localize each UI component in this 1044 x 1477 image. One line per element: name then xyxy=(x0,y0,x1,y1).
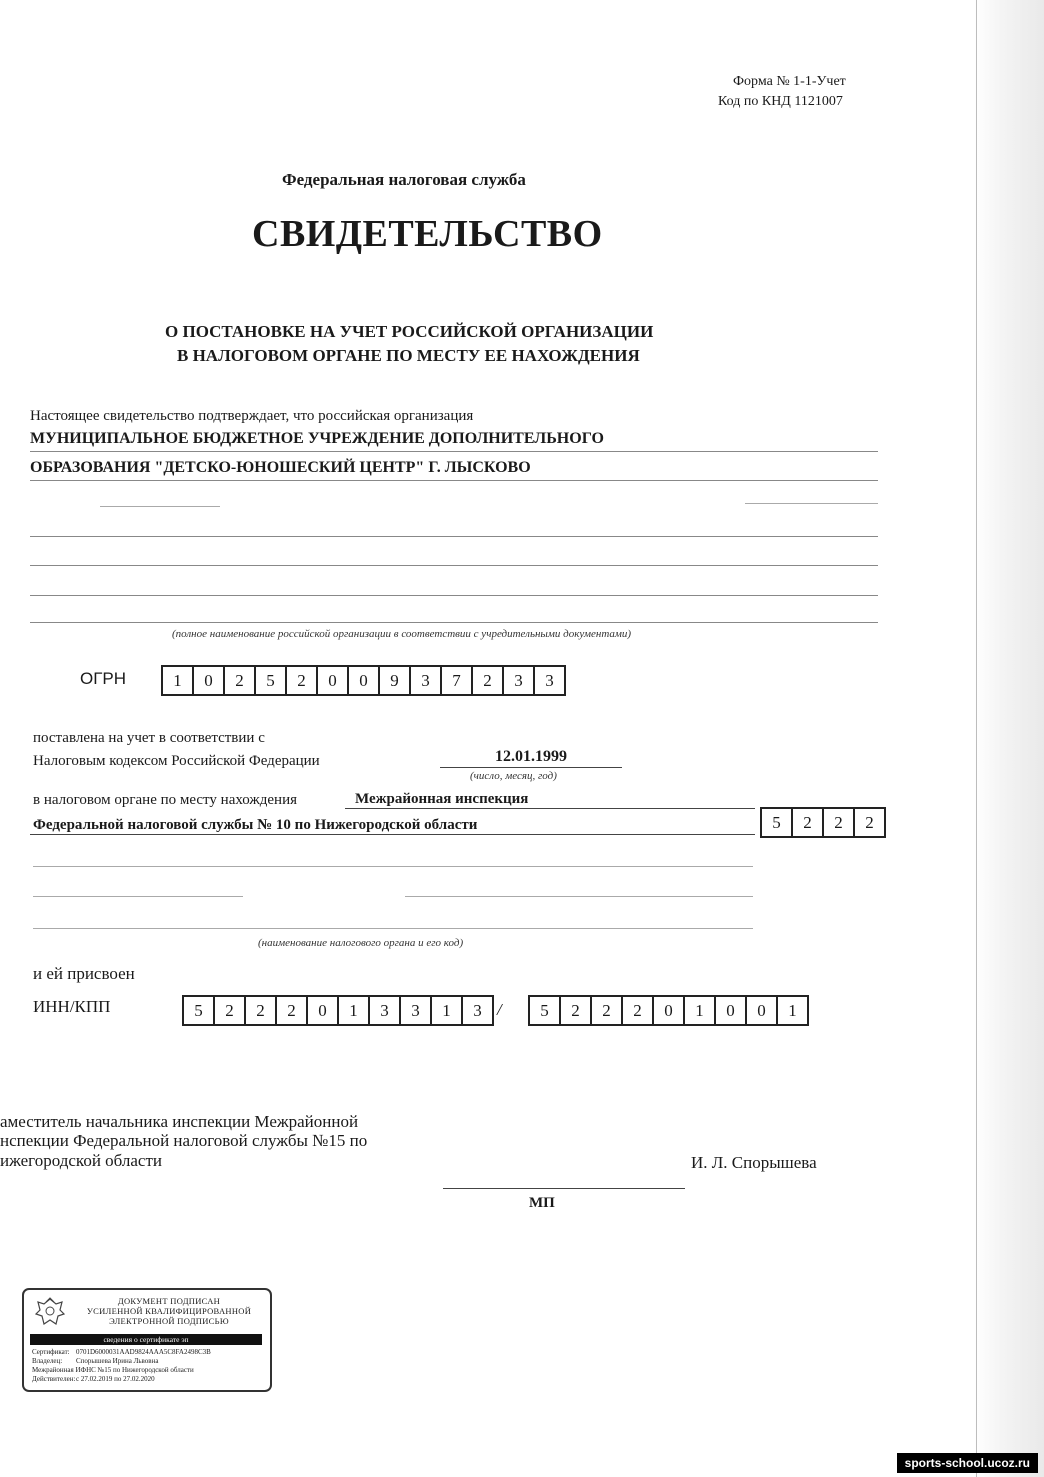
ogrn-digit: 0 xyxy=(347,665,380,696)
subtitle-line1: О ПОСТАНОВКЕ НА УЧЕТ РОССИЙСКОЙ ОРГАНИЗАЦИИ xyxy=(165,322,654,341)
intro-text: Настоящее свидетельство подтверждает, что российская организация xyxy=(30,408,474,424)
ogrn-digit: 3 xyxy=(533,665,566,696)
tax-authority-name-line1: Межрайонная инспекция xyxy=(355,791,529,807)
ogrn-digit: 7 xyxy=(440,665,473,696)
inn-digit: 5 xyxy=(182,995,215,1026)
signatory-position-line3: ижегородской области xyxy=(0,1151,162,1170)
kpp-digit: 0 xyxy=(745,995,778,1026)
page-edge-line xyxy=(976,0,977,1477)
ogrn-digit: 3 xyxy=(502,665,535,696)
e-signature-stamp xyxy=(22,1288,272,1392)
e-signature-title-line1: ДОКУМЕНТ ПОДПИСАН xyxy=(117,1296,221,1306)
e-signature-title-line2: УСИЛЕННОЙ КВАЛИФИЦИРОВАННОЙ xyxy=(86,1306,252,1316)
ogrn-digit: 2 xyxy=(223,665,256,696)
tax-authority-line4b xyxy=(405,896,753,897)
signature-line xyxy=(443,1188,685,1189)
e-signature-owner xyxy=(32,1357,158,1366)
ogrn-digit: 1 xyxy=(161,665,194,696)
agency-name: Федеральная налоговая служба xyxy=(282,170,526,189)
tax-authority-line1 xyxy=(345,808,755,809)
kpp-digit: 2 xyxy=(559,995,592,1026)
inn-kpp-label: ИНН/КПП xyxy=(33,997,111,1016)
org-line-stub-a xyxy=(100,506,220,507)
e-signature-title xyxy=(74,1296,264,1326)
tax-code-digit: 2 xyxy=(822,807,855,838)
org-line-2 xyxy=(30,480,878,481)
cert-value: 0701D6000031AAD9824AAA5C8FA2498C3B xyxy=(76,1348,211,1356)
owner-value: Спорышева Ирина Львовна xyxy=(76,1357,159,1365)
subtitle-line2: В НАЛОГОВОМ ОРГАНЕ ПО МЕСТУ ЕЕ НАХОЖДЕНИЯ xyxy=(177,346,640,365)
page-edge-shadow xyxy=(974,0,1044,1477)
knd-code: Код по КНД 1121007 xyxy=(718,94,843,109)
ogrn-digit: 3 xyxy=(409,665,442,696)
watermark: sports-school.ucoz.ru xyxy=(897,1453,1038,1473)
document-title: СВИДЕТЕЛЬСТВО xyxy=(252,213,603,255)
ogrn-digit: 5 xyxy=(254,665,287,696)
org-line-4 xyxy=(30,565,878,566)
inn-digit: 3 xyxy=(461,995,494,1026)
tax-authority-line5 xyxy=(33,928,753,929)
signatory-position-line1: аместитель начальника инспекции Межрайонной xyxy=(0,1112,359,1131)
org-name-hint: (полное наименование российской организации в соответствии с учредительными документами) xyxy=(172,628,632,640)
registration-line1: поставлена на учет в соответствии с xyxy=(33,730,265,746)
ogrn-label: ОГРН xyxy=(80,669,127,688)
kpp-digit: 2 xyxy=(621,995,654,1026)
e-signature-cert xyxy=(32,1348,211,1357)
kpp-digit: 1 xyxy=(776,995,809,1026)
inn-digit: 0 xyxy=(306,995,339,1026)
cert-label: Сертификат: xyxy=(32,1348,70,1356)
org-name-line1: МУНИЦИПАЛЬНОЕ БЮДЖЕТНОЕ УЧРЕЖДЕНИЕ ДОПОЛНИТЕЛЬНОГО xyxy=(30,430,604,447)
valid-value: с 27.02.2019 по 27.02.2020 xyxy=(76,1375,155,1383)
inn-digit: 1 xyxy=(430,995,463,1026)
e-signature-org: Межрайонная ИФНС №15 по Нижегородской области xyxy=(32,1366,194,1374)
inn-kpp-separator: / xyxy=(497,1000,502,1019)
assigned-label: и ей присвоен xyxy=(33,964,135,983)
ogrn-digit: 2 xyxy=(471,665,504,696)
tax-authority-line3 xyxy=(33,866,753,867)
tax-authority-code-cells xyxy=(760,807,886,838)
ogrn-digit: 9 xyxy=(378,665,411,696)
ogrn-digit: 0 xyxy=(316,665,349,696)
signatory-name: И. Л. Спорышева xyxy=(691,1153,817,1172)
signatory-position-line2: нспекции Федеральной налоговой службы №15 по xyxy=(0,1131,368,1150)
kpp-digit: 1 xyxy=(683,995,716,1026)
kpp-digit: 0 xyxy=(714,995,747,1026)
ogrn-digit: 0 xyxy=(192,665,225,696)
valid-label: Действителен: xyxy=(32,1375,76,1383)
e-signature-title-line3: ЭЛЕКТРОННОЙ ПОДПИСЬЮ xyxy=(109,1316,229,1326)
org-line-stub-b xyxy=(745,503,878,504)
e-signature-bar: сведения о сертификате эп xyxy=(30,1334,262,1345)
inn-digit: 3 xyxy=(399,995,432,1026)
inn-digit: 2 xyxy=(244,995,277,1026)
tax-authority-name-line2: Федеральной налоговой службы № 10 по Нижегородской области xyxy=(33,817,478,833)
inn-digit: 2 xyxy=(275,995,308,1026)
registration-date-hint: (число, месяц, год) xyxy=(470,770,557,782)
tax-authority-line4a xyxy=(33,896,243,897)
inn-cells xyxy=(182,995,494,1026)
coat-of-arms-icon xyxy=(30,1296,70,1328)
tax-authority-hint: (наименование налогового органа и его код) xyxy=(258,937,464,949)
org-name-line2: ОБРАЗОВАНИЯ "ДЕТСКО-ЮНОШЕСКИЙ ЦЕНТР" Г. ЛЫСКОВО xyxy=(30,459,531,476)
inn-digit: 2 xyxy=(213,995,246,1026)
kpp-digit: 0 xyxy=(652,995,685,1026)
registration-date: 12.01.1999 xyxy=(495,748,567,765)
org-line-6 xyxy=(30,622,878,623)
e-signature-valid xyxy=(32,1375,155,1384)
tax-authority-prefix: в налоговом органе по месту нахождения xyxy=(33,792,298,808)
registration-line2: Налоговым кодексом Российской Федерации xyxy=(33,753,320,769)
inn-digit: 1 xyxy=(337,995,370,1026)
kpp-digit: 5 xyxy=(528,995,561,1026)
org-line-3 xyxy=(30,536,878,537)
kpp-digit: 2 xyxy=(590,995,623,1026)
owner-label: Владелец: xyxy=(32,1357,63,1365)
ogrn-cells xyxy=(161,665,566,696)
tax-authority-line2 xyxy=(30,834,755,835)
stamp-place: МП xyxy=(529,1195,555,1211)
kpp-cells xyxy=(528,995,809,1026)
tax-code-digit: 5 xyxy=(760,807,793,838)
org-line-1 xyxy=(30,451,878,452)
form-number: Форма № 1-1-Учет xyxy=(733,74,846,89)
tax-code-digit: 2 xyxy=(791,807,824,838)
ogrn-digit: 2 xyxy=(285,665,318,696)
tax-code-digit: 2 xyxy=(853,807,886,838)
inn-digit: 3 xyxy=(368,995,401,1026)
org-line-5 xyxy=(30,595,878,596)
registration-date-line xyxy=(440,767,622,768)
